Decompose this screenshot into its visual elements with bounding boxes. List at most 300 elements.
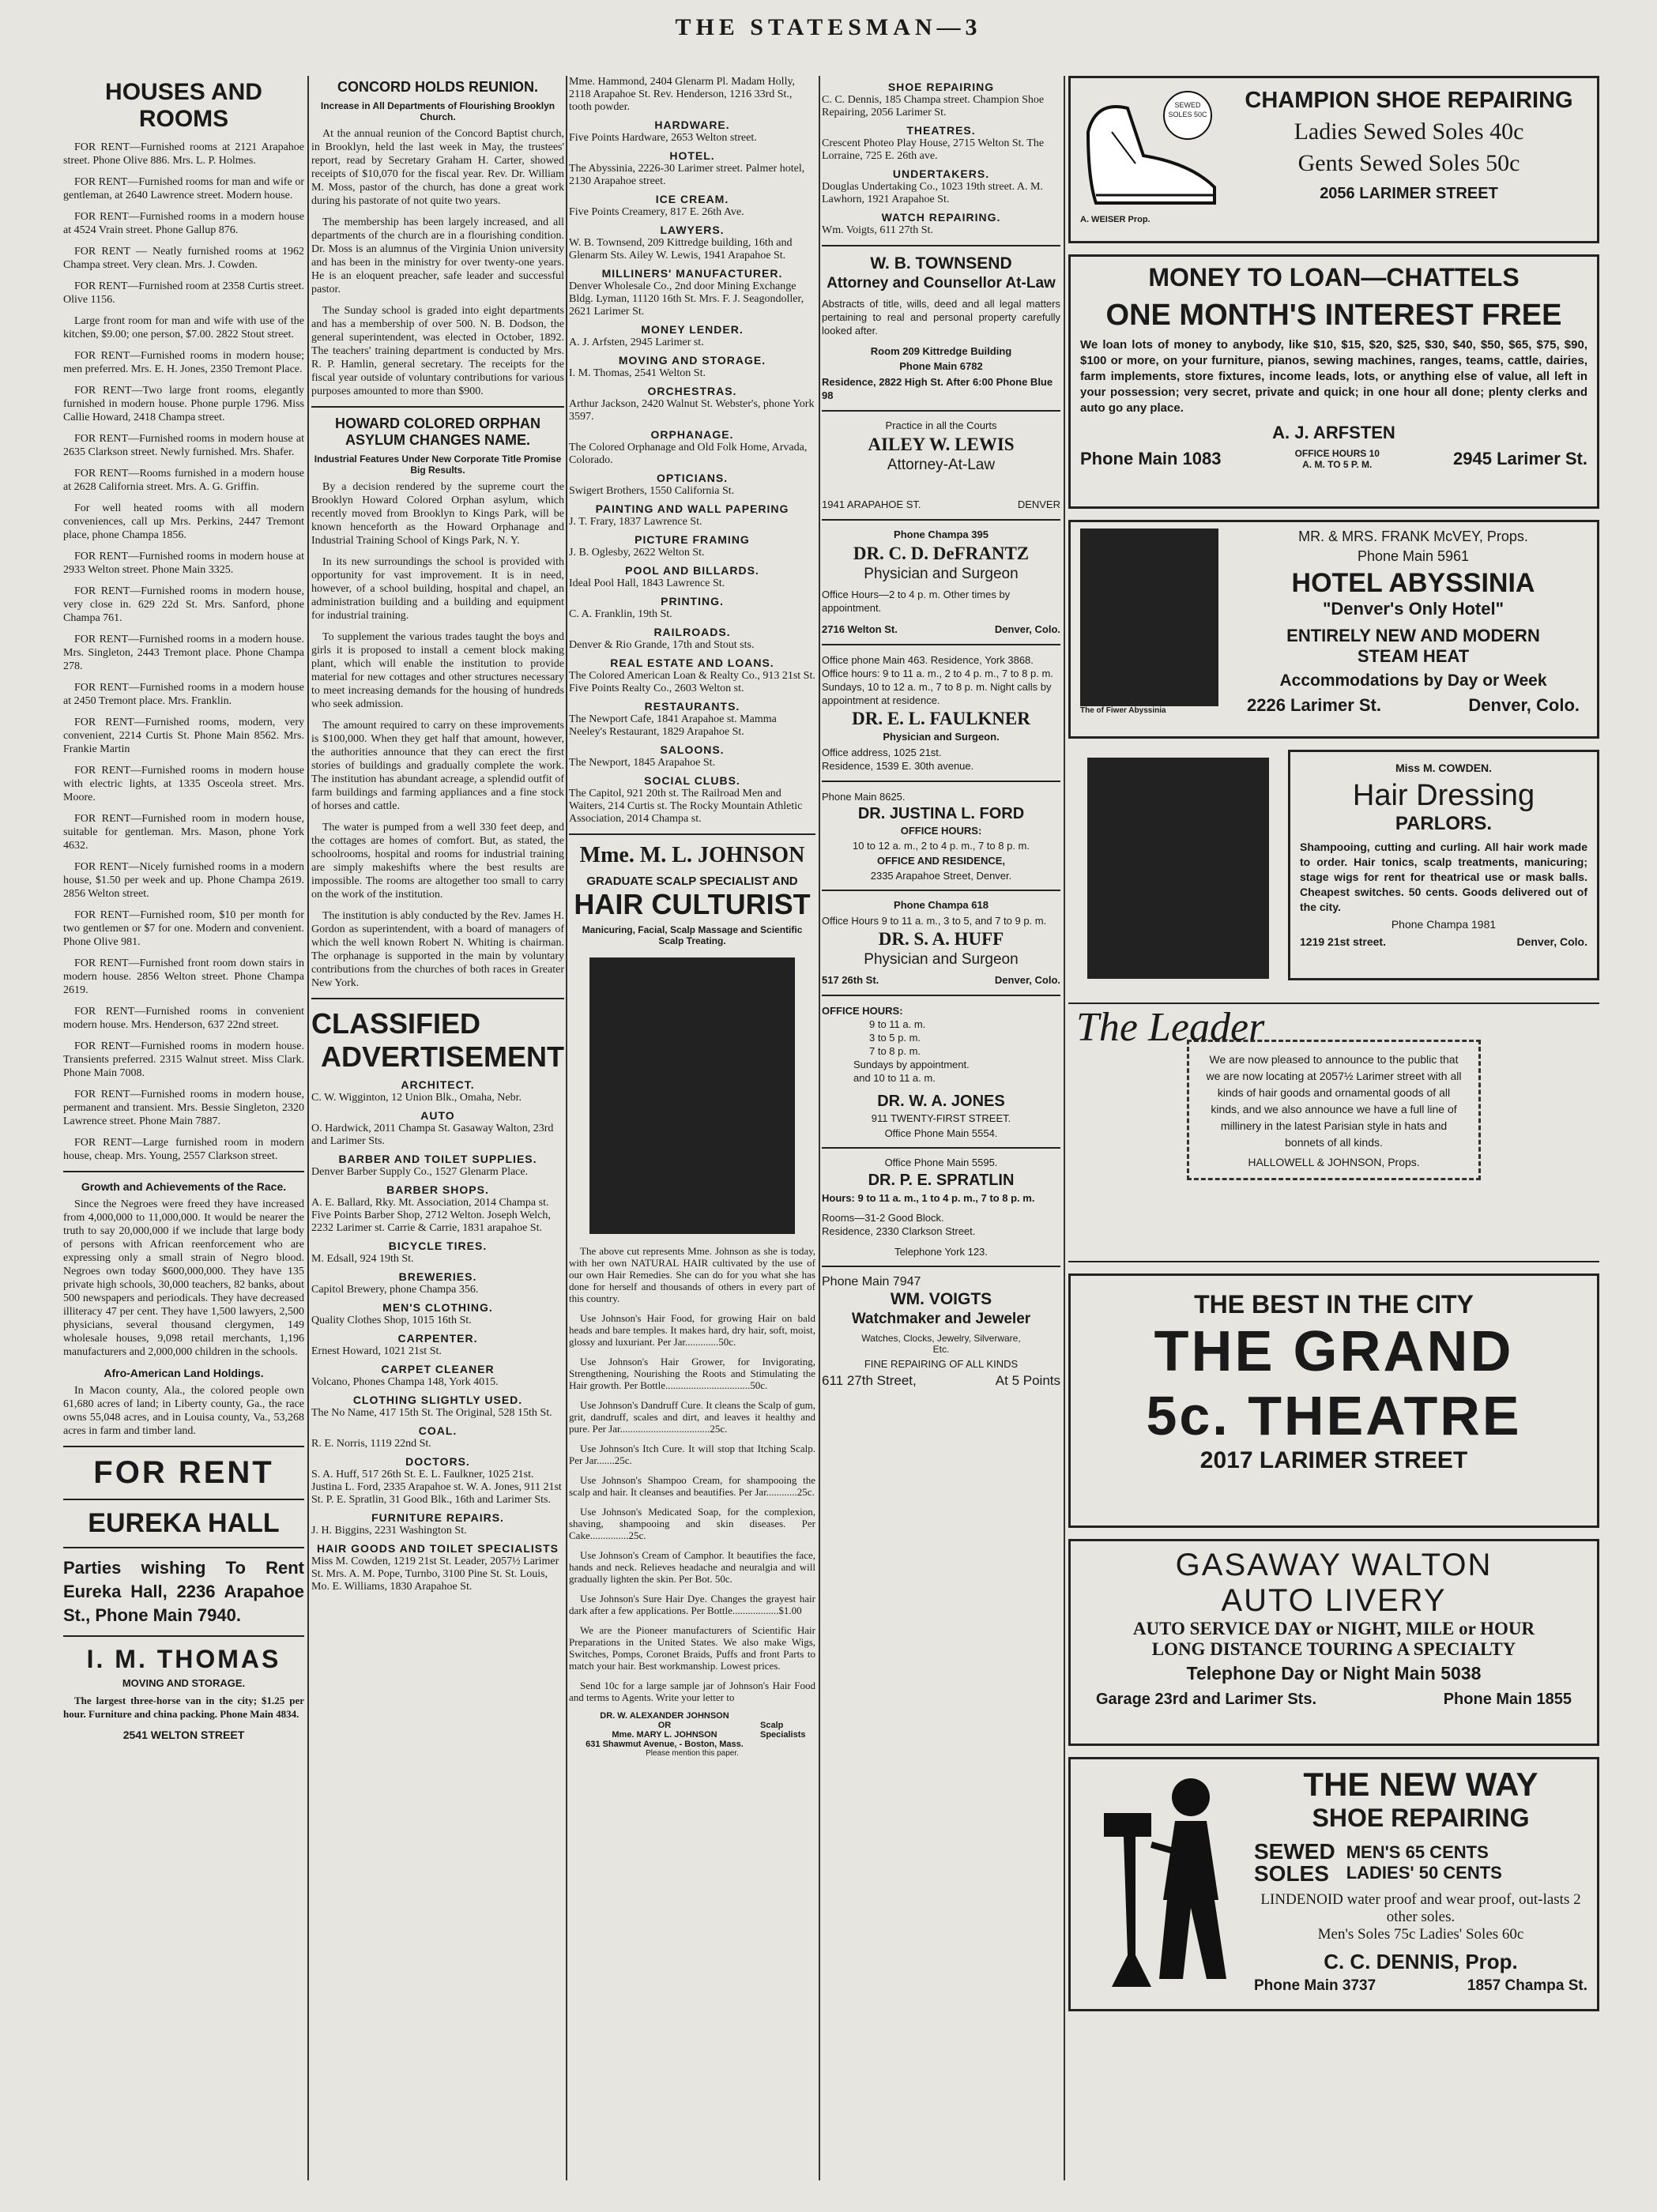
voigts-subtitle: Watches, Clocks, Jewelry, Silverware, Etc. xyxy=(861,1333,1021,1355)
newway-mens-price: MEN'S 65 CENTS xyxy=(1346,1842,1489,1862)
land-heading: Afro-American Land Holdings. xyxy=(104,1367,264,1379)
classified-entry: Denver Barber Supply Co., 1527 Glenarm Place. xyxy=(311,1166,529,1178)
classified-entry: The Newport, 1845 Arapahoe St. xyxy=(569,757,716,769)
huff-title: Physician and Surgeon xyxy=(864,951,1019,968)
newway-soles: SOLES xyxy=(1254,1861,1329,1886)
classified-category-heading: BARBER AND TOILET SUPPLIES. xyxy=(338,1153,537,1165)
johnson-intro: The above cut represents Mme. Johnson as she is today, with her own NATURAL HAIR cultivated by the use of our own Hair Remedies. She can do for you what she has done for herself and thousands of others in every part of this country. xyxy=(569,1245,815,1304)
divider xyxy=(63,1635,304,1637)
sewed-soles-seal: SEWED SOLES 50C xyxy=(1163,91,1212,140)
defrantz-city: Denver, Colo. xyxy=(994,623,1060,635)
rental-ad: FOR RENT—Furnished rooms in modern house. Transients preferred. 2315 Walnut street. Miss Clark. Phone Main 7008. xyxy=(63,1040,304,1079)
spratlin-residence: Residence, 2330 Clarkson Street. xyxy=(822,1225,976,1237)
ford-phone: Phone Main 8625. xyxy=(822,791,906,803)
howard-heading: HOWARD COLORED ORPHAN ASYLUM CHANGES NAME. xyxy=(335,416,540,448)
product-paragraph: Use Johnson's Sure Hair Dye. Changes the grayest hair dark after a few applications. Per Bottle..................$1.00 xyxy=(569,1593,815,1616)
divider xyxy=(63,1171,304,1172)
article-paragraph: The institution is ably conducted by the Rev. James H. Gordon as superintendent, with a board of managers of which the well known Robert N. Whiting is chairman. The orphanage is supported in the main by voluntary contributions from the churches of both races in Greater New York. xyxy=(311,910,564,989)
classified-entry: Arthur Jackson, 2420 Walnut St. Webster's, phone York 3597. xyxy=(569,398,815,423)
walton-service: AUTO SERVICE DAY or NIGHT, MILE or HOUR xyxy=(1132,1619,1535,1638)
grand-name: THE GRAND xyxy=(1154,1320,1514,1383)
johnson-address-1: DR. W. ALEXANDER JOHNSON xyxy=(600,1711,729,1721)
column-display-ads xyxy=(1068,76,1599,2180)
classified-category-heading: SOCIAL CLUBS. xyxy=(644,774,740,787)
classified-entry: Capitol Brewery, phone Champa 356. xyxy=(311,1284,479,1296)
classified-category-heading: WATCH REPAIRING. xyxy=(881,211,1001,224)
newway-soles-prices: Men's Soles 75c Ladies' Soles 60c xyxy=(1317,1926,1524,1943)
voigts-card xyxy=(822,1275,1060,1389)
classified-list xyxy=(822,81,1060,237)
money-title: MONEY TO LOAN—CHATTELS xyxy=(1148,263,1520,292)
classified-entry: O. Hardwick, 2011 Champa St. Gasaway Walton, 23rd and Larimer Sts. xyxy=(311,1123,554,1147)
concord-heading: CONCORD HOLDS REUNION. xyxy=(337,79,538,95)
classified-category-heading: LAWYERS. xyxy=(660,224,725,236)
classified-entry: Crescent Photeo Play House, 2715 Welton St. The Lorraine, 725 E. 26th ave. xyxy=(822,137,1045,162)
hotel-photo-caption: The of Fiwer Abyssinia xyxy=(1080,706,1166,715)
lewis-name: AILEY W. LEWIS xyxy=(868,434,1015,454)
product-paragraph: Use Johnson's Cream of Camphor. It beautifies the face, hands and neck. Relieves headache and neuralgia and will gradually lighten the skin. Per Bot. 50c. xyxy=(569,1549,815,1585)
divider xyxy=(822,1147,1060,1149)
divider xyxy=(63,1499,304,1500)
column-news xyxy=(311,76,564,2180)
money-phone: Phone Main 1083 xyxy=(1080,449,1222,468)
classified-category-heading: ORPHANAGE. xyxy=(650,428,734,441)
huff-card xyxy=(822,899,1060,987)
classified-category-heading: MILLINERS' MANUFACTURER. xyxy=(601,267,783,280)
rental-ad: FOR RENT—Furnished rooms in modern house at 2933 Welton street. Phone Main 3325. xyxy=(63,551,304,576)
classified-category-heading: THEATRES. xyxy=(906,124,976,137)
defrantz-name: DR. C. D. DeFRANTZ xyxy=(853,544,1030,563)
money-hours: OFFICE HOURS 10 A. M. TO 5 P. M. xyxy=(1294,448,1380,470)
classified-category-heading: CLOTHING SLIGHTLY USED. xyxy=(352,1394,523,1406)
hotel-city: Denver, Colo. xyxy=(1468,695,1580,715)
money-loan-ad xyxy=(1068,254,1599,509)
classified-entry: J. T. Frary, 1837 Lawrence St. xyxy=(569,516,702,528)
column-rule xyxy=(1064,76,1065,2180)
jones-sundays-2: and 10 to 11 a. m. xyxy=(853,1072,936,1084)
defrantz-title: Physician and Surgeon xyxy=(864,566,1019,582)
champion-gents: Gents Sewed Soles 50c xyxy=(1297,150,1520,176)
ford-office-heading: OFFICE AND RESIDENCE, xyxy=(876,855,1006,867)
faulkner-name: DR. E. L. FAULKNER xyxy=(852,709,1030,728)
rental-ad: For well heated rooms with all modern conveniences, call up Mrs. Perkins, 2447 Tremont place, phone Champa 1856. xyxy=(63,502,304,541)
faulkner-sundays: Sundays, 10 to 12 a. m., 7 to 8 p. m. Night calls by appointment at residence. xyxy=(822,681,1052,706)
champion-address: 2056 LARIMER STREET xyxy=(1320,185,1498,202)
classified-category-heading: PAINTING AND WALL PAPERING xyxy=(595,502,789,515)
huff-name: DR. S. A. HUFF xyxy=(878,929,1004,949)
classified-entry: C. C. Dennis, 185 Champa street. Champion Shoe Repairing, 2056 Larimer St. xyxy=(822,94,1045,118)
classified-category-heading: RAILROADS. xyxy=(653,626,731,638)
classified-list xyxy=(311,1078,564,1593)
newway-sewed: SEWED xyxy=(1254,1839,1335,1864)
hotel-abyssinia-ad xyxy=(1068,520,1599,739)
newway-address: 1857 Champa St. xyxy=(1467,1977,1587,1994)
classified-entry: The Capitol, 921 20th st. The Railroad Men and Waiters, 214 Curtis st. The Rocky Mountain Athletic Association, 2014 Champa st. xyxy=(569,788,803,825)
column-rule xyxy=(566,76,567,2180)
divider xyxy=(822,890,1060,891)
walton-phone: Phone Main 1855 xyxy=(1443,1691,1572,1708)
grand-address: 2017 LARIMER STREET xyxy=(1199,1447,1468,1473)
classified-entry: Ernest Howard, 1021 21st St. xyxy=(311,1345,442,1357)
classified-category-heading: OPTICIANS. xyxy=(656,472,729,484)
newway-phone: Phone Main 3737 xyxy=(1254,1977,1376,1994)
lewis-address: 1941 ARAPAHOE ST. xyxy=(822,498,921,510)
classified-entry: C. W. Wigginton, 12 Union Blk., Omaha, Nebr. xyxy=(311,1092,522,1104)
divider xyxy=(822,995,1060,996)
hotel-proprietors: MR. & MRS. FRANK McVEY, Props. xyxy=(1298,529,1528,544)
johnson-title-2: HAIR CULTURIST xyxy=(574,888,811,920)
product-paragraph: Use Johnson's Dandruff Cure. It cleans the Scalp of gum, grit, dandruff, scales and dirt, and leaves it healthy and pure. Per Jar...................................25c. xyxy=(569,1399,815,1435)
classified-category-heading: COAL. xyxy=(418,1424,458,1437)
townsend-room: Room 209 Kittredge Building xyxy=(870,345,1012,357)
rental-ad: FOR RENT—Furnished rooms in modern house at 2635 Clarkson street. Newly furnished. Mrs. Shafer. xyxy=(63,433,304,458)
ford-name: DR. JUSTINA L. FORD xyxy=(857,805,1025,822)
spratlin-phone: Office Phone Main 5595. xyxy=(884,1157,998,1168)
classified-category-heading: UNDERTAKERS. xyxy=(892,167,990,180)
classified-category-heading: ARCHITECT. xyxy=(401,1078,475,1091)
classified-entry: Mme. Hammond, 2404 Glenarm Pl. Madam Holly, 2118 Arapahoe St. Rev. Henderson, 1216 33rd St., tooth powder. xyxy=(569,76,796,113)
classified-entry: Ideal Pool Hall, 1843 Lawrence St. xyxy=(569,577,725,589)
article-paragraph: To supplement the various trades taught the boys and girls it is proposed to install a cement block making plant, which will enable the institution to provide material for new cottages and other structures necessary to meet increasing demands for the housing of hundreds who seek admission. xyxy=(311,631,564,710)
concord-article xyxy=(311,127,564,398)
walton-touring: LONG DISTANCE TOURING A SPECIALTY xyxy=(1151,1639,1516,1659)
classified-category-heading: DOCTORS. xyxy=(405,1455,470,1468)
classified-category-heading: HOTEL. xyxy=(669,149,715,162)
classified-category-heading: BICYCLE TIRES. xyxy=(388,1240,488,1252)
divider xyxy=(822,519,1060,521)
thomas-sub: MOVING AND STORAGE. xyxy=(122,1677,246,1689)
faulkner-office: Office address, 1025 21st. xyxy=(822,747,942,758)
classified-entry: S. A. Huff, 517 26th St. E. L. Faulkner, 1025 21st. Justina L. Ford, 2335 Arapahoe st. W. A. Jones, 911 21st St. P. E. Spratlin, 31 Good Blk., 16th and Larimer Sts. xyxy=(311,1469,562,1506)
classified-category-heading: PRINTING. xyxy=(661,595,724,608)
column-houses-and-rooms xyxy=(63,76,304,2180)
cowden-hair-ad xyxy=(1288,750,1599,980)
rental-ad: FOR RENT—Furnished room at 2358 Curtis street. Olive 1156. xyxy=(63,280,304,306)
johnson-mention: Please mention this paper. xyxy=(646,1749,739,1758)
lewis-card xyxy=(822,419,1060,511)
column-classified-and-johnson xyxy=(569,76,815,2180)
rental-ads-list xyxy=(63,141,304,1163)
article-paragraph: The amount required to carry on these improvements is $100,000. When they get half that amount, however, the authorities announce that they can erect the first stories of buildings and gradually complete the work. The institution has abundant acreage, a splendid outfit of farm buildings and farming appliances and a fine stock of horses and cattle. xyxy=(311,720,564,812)
hotel-steam-heat: ENTIRELY NEW AND MODERN STEAM HEAT xyxy=(1286,626,1540,666)
jones-sundays: Sundays by appointment. xyxy=(853,1059,970,1070)
divider xyxy=(822,1266,1060,1267)
spratlin-telephone: Telephone York 123. xyxy=(894,1246,988,1258)
johnson-title-1: GRADUATE SCALP SPECIALIST AND xyxy=(586,875,798,888)
classified-category-heading: ORCHESTRAS. xyxy=(647,385,737,397)
eureka-hall-name: EUREKA HALL xyxy=(88,1508,280,1538)
classified-entry: Miss M. Cowden, 1219 21st St. Leader, 2057½ Larimer St. Mrs. A. M. Pope, Turnbo, 3100 Pine St. St. Louis, Mo. E. Williams, 1830 Arapahoe St. xyxy=(311,1556,559,1593)
champion-title: CHAMPION SHOE REPAIRING xyxy=(1245,88,1573,113)
rental-ad: FOR RENT—Furnished rooms in modern house, very close in. 629 22d St. Mrs. Sanford, phone Champa 761. xyxy=(63,585,304,624)
ford-address: 2335 Arapahoe Street, Denver. xyxy=(870,870,1012,882)
johnson-scalp-specialists: Scalp Specialists xyxy=(760,1721,806,1740)
classified-entry: Denver Wholesale Co., 2nd door Mining Exchange Bldg. Lyman, 11120 16th St. Mrs. F. J. Seagondoller, 2621 Larimer St. xyxy=(569,280,804,318)
voigts-location: At 5 Points xyxy=(995,1373,1060,1388)
classified-list xyxy=(569,118,815,826)
lewis-title: Attorney-At-Law xyxy=(887,457,996,473)
johnson-name: Mme. M. L. JOHNSON xyxy=(579,843,805,867)
classified-entry: The Colored American Loan & Realty Co., 913 21st St. Five Points Realty Co., 2603 Welton st. xyxy=(569,670,815,694)
houses-and-rooms-heading: HOUSES AND ROOMS xyxy=(105,79,262,132)
thomas-address: 2541 WELTON STREET xyxy=(122,1729,245,1741)
column-rule xyxy=(819,76,820,2180)
rental-ad: FOR RENT—Furnished front room down stairs in modern house. 2856 Welton street. Phone Champa 2619. xyxy=(63,957,304,996)
ford-card xyxy=(822,790,1060,882)
faulkner-title: Physician and Surgeon. xyxy=(883,731,1000,743)
faulkner-card xyxy=(822,653,1060,773)
classified-entry: M. Edsall, 924 19th St. xyxy=(311,1253,414,1265)
jones-phone: Office Phone Main 5554. xyxy=(884,1127,998,1139)
rental-ad: FOR RENT—Furnished rooms in a modern house at 2450 Tremont place. Mrs. Franklin. xyxy=(63,682,304,707)
walton-telephone: Telephone Day or Night Main 5038 xyxy=(1186,1663,1482,1683)
walton-name: GASAWAY WALTON xyxy=(1175,1548,1493,1582)
article-paragraph: The Sunday school is graded into eight departments and has a membership of over 500. N. B. Dodson, the general superintendent, was elected in October, 1892. The teachers' training department is conducted by Mrs. R. P. Hamlin, general secretary. The receipts for the fiscal year outside of voluntary contributions for various purposes amounted to more than $900. xyxy=(311,305,564,397)
leader-title: The Leader xyxy=(1076,1005,1265,1050)
divider xyxy=(311,406,564,408)
lewis-city: DENVER xyxy=(1017,498,1060,510)
ford-hours-heading: OFFICE HOURS: xyxy=(900,825,982,837)
divider xyxy=(822,410,1060,412)
classified-category-heading: MOVING AND STORAGE. xyxy=(618,354,766,367)
classified-category-heading: MONEY LENDER. xyxy=(641,323,744,336)
classified-entry: Wm. Voigts, 611 27th St. xyxy=(822,224,933,236)
product-paragraph: Use Johnson's Itch Cure. It will stop that Itching Scalp. Per Jar.......25c. xyxy=(569,1443,815,1466)
classified-category-heading: PICTURE FRAMING xyxy=(635,533,750,546)
classified-entry: Denver & Rio Grande, 17th and Stout sts. xyxy=(569,639,755,651)
classified-entry: The Newport Cafe, 1841 Arapahoe st. Mamma Neeley's Restaurant, 1829 Arapahoe St. xyxy=(569,713,777,738)
grand-theatre: 5c. THEATRE xyxy=(1146,1385,1522,1446)
spratlin-rooms: Rooms—31-2 Good Block. xyxy=(822,1212,944,1224)
townsend-phone: Phone Main 6782 xyxy=(899,360,983,372)
johnson-portrait xyxy=(589,957,795,1234)
howard-subheading: Industrial Features Under New Corporate Title Promise Big Results. xyxy=(314,453,562,476)
column-professional-cards xyxy=(822,76,1060,2180)
defrantz-phone: Phone Champa 395 xyxy=(894,529,989,540)
growth-heading: Growth and Achievements of the Race. xyxy=(81,1180,287,1193)
hotel-address: 2226 Larimer St. xyxy=(1247,695,1381,715)
voigts-name: WM. VOIGTS xyxy=(890,1290,992,1308)
cowden-photo xyxy=(1087,758,1269,979)
champion-proprietor: A. WEISER Prop. xyxy=(1080,215,1150,224)
newway-ladies-price: LADIES' 50 CENTS xyxy=(1346,1863,1502,1883)
eureka-hall-text: Parties wishing To Rent Eureka Hall, 2236 Arapahoe St., Phone Main 7940. xyxy=(63,1558,304,1625)
money-address: 2945 Larimer St. xyxy=(1453,449,1587,468)
huff-hours: Office Hours 9 to 11 a. m., 3 to 5, and 7 to 9 p. m. xyxy=(822,915,1047,927)
hotel-accommodations: Accommodations by Day or Week xyxy=(1279,672,1547,690)
thomas-text: The largest three-horse van in the city; $1.25 per hour. Furniture and china packing. Phone Main 4834. xyxy=(63,1695,304,1720)
newway-lindenoid: LINDENOID water proof and wear proof, out-lasts 2 other soles. xyxy=(1260,1891,1581,1925)
rental-ad: FOR RENT—Furnished rooms at 2121 Arapahoe street. Phone Olive 886. Mrs. L. P. Holmes. xyxy=(63,141,304,167)
hotel-name: HOTEL ABYSSINIA xyxy=(1291,568,1535,598)
townsend-card xyxy=(822,254,1060,402)
newway-proprietor: C. C. DENNIS, Prop. xyxy=(1324,1950,1518,1973)
product-paragraph: Send 10c for a large sample jar of Johnson's Hair Food and terms to Agents. Write your letter to xyxy=(569,1680,815,1703)
cowden-city: Denver, Colo. xyxy=(1516,935,1587,948)
money-name: A. J. ARFSTEN xyxy=(1272,423,1395,442)
article-paragraph: At the annual reunion of the Concord Baptist church, in Brooklyn, held the last week in May, the trustees' report, read by Secretary Graham H. Carter, showed receipts of $10,070 for the fiscal year. Rev. Dr. William M. Moss, pastor of the church, has done a great work during his pastorate of not quite two years. xyxy=(311,128,564,207)
rental-ad: FOR RENT—Furnished room in modern house, suitable for gentleman. Mrs. Mason, phone York 4632. xyxy=(63,813,304,852)
leader-box xyxy=(1187,1040,1481,1180)
ford-hours: 10 to 12 a. m., 2 to 4 p. m., 7 to 8 p. m. xyxy=(852,840,1030,852)
defrantz-card xyxy=(822,529,1060,636)
classified-entry: R. E. Norris, 1119 22nd St. xyxy=(311,1438,431,1450)
cowden-ad-row xyxy=(1068,750,1599,987)
rental-ad: FOR RENT—Furnished rooms in modern house with electric lights, at 1335 Osceola street. Mrs. Moore. xyxy=(63,765,304,803)
jones-hours-1: 9 to 11 a. m. xyxy=(869,1018,926,1030)
classified-category-heading: MEN'S CLOTHING. xyxy=(382,1301,493,1314)
classified-entry: C. A. Franklin, 19th St. xyxy=(569,608,672,620)
rental-ad: FOR RENT—Furnished rooms in a modern house. Mrs. Singleton, 2443 Tremont place. Phone Champa 278. xyxy=(63,634,304,672)
hotel-photo xyxy=(1080,529,1218,706)
rental-ad: FOR RENT—Nicely furnished rooms in a modern house, $1.50 per week and up. Phone Champa 2619. 2856 Welton street. xyxy=(63,861,304,900)
product-paragraph: Use Johnson's Shampoo Cream, for shampooing the scalp and hair. It cleanses and beautifies. Per Jar............25c. xyxy=(569,1474,815,1498)
article-paragraph: By a decision rendered by the supreme court the Brooklyn Howard Colored Orphan asylum, which recently moved from Brooklyn to Kings Park, will be known henceforth as the Howard Orphanage and Industrial Training School of Kings Park, N. Y. xyxy=(311,481,564,547)
spratlin-name: DR. P. E. SPRATLIN xyxy=(868,1172,1015,1189)
spratlin-hours: Hours: 9 to 11 a. m., 1 to 4 p. m., 7 to 8 p. m. xyxy=(822,1192,1035,1204)
jones-hours-2: 3 to 5 p. m. xyxy=(869,1032,921,1044)
townsend-residence: Residence, 2822 High St. After 6:00 Phone Blue 98 xyxy=(822,376,1053,401)
classified-category-heading: POOL AND BILLARDS. xyxy=(625,564,759,577)
rental-ad: FOR RENT—Furnished room, $10 per month for two gentlemen or $7 for one. Modern and convenient. Phone Olive 981. xyxy=(63,909,304,948)
divider xyxy=(822,781,1060,782)
divider xyxy=(822,245,1060,246)
defrantz-hours: Office Hours—2 to 4 p. m. Other times by appointment. xyxy=(822,589,1011,614)
rental-ad: Large front room for man and wife with use of the kitchen, $9.00; one person, $7.00. 2822 Stout street. xyxy=(63,315,304,340)
newway-subtitle: SHOE REPAIRING xyxy=(1312,1804,1530,1832)
voigts-title: Watchmaker and Jeweler xyxy=(851,1311,1031,1327)
huff-city: Denver, Colo. xyxy=(994,974,1060,986)
classified-title: CLASSIFIED xyxy=(311,1007,481,1040)
grand-theatre-ad xyxy=(1068,1273,1599,1528)
cobbler-icon xyxy=(1080,1766,1238,1995)
concord-subheading: Increase in All Departments of Flourishing Brooklyn Church. xyxy=(320,100,555,122)
product-paragraph: Use Johnson's Hair Grower, for Invigorating, Strengthening, Nourishing the Roots and Stimulating the Hair growth. Per Bottle.................................50c. xyxy=(569,1356,815,1391)
rental-ad: FOR RENT — Neatly furnished rooms at 1962 Champa street. Very clean. Mrs. J. Cowden. xyxy=(63,246,304,271)
voigts-phone: Phone Main 7947 xyxy=(822,1275,921,1288)
johnson-subtitle: Manicuring, Facial, Scalp Massage and Scientific Scalp Treating. xyxy=(582,924,803,946)
howard-article xyxy=(311,480,564,990)
growth-text: Since the Negroes were freed they have increased from 4,000,000 to 11,000,000. It would be nearer the truth to say 20,000,000 if we include that large body of persons with African reenforcement who are expressing only a small strain of Negro blood. Negroes own today $600,000,000. They have 135 private high schools, 30,000 teachers, 82 banks, about 500 newspapers and periodicals. They have decreased illiteracy 47 per cent. They have 1,500 lawyers, 2,500 physicians, several thousand clergymen, 149 wholesale houses, 9,098 retail merchants, 1,196 manufacturers and 2,000,000 children in the schools. xyxy=(63,1198,304,1358)
classified-category-heading: AUTO xyxy=(420,1109,455,1122)
faulkner-hours: Office hours: 9 to 11 a. m., 2 to 4 p. m., 7 to 8 p. m. xyxy=(822,668,1053,679)
classified-category-heading: SALOONS. xyxy=(660,743,725,756)
classified-entry: J. H. Biggins, 2231 Washington St. xyxy=(311,1525,467,1537)
classified-entry: I. M. Thomas, 2541 Welton St. xyxy=(569,367,706,379)
rental-ad: FOR RENT—Furnished rooms for man and wife or gentleman, at 2640 Lawrence street. Modern house. xyxy=(63,176,304,201)
cowden-subtitle: PARLORS. xyxy=(1395,813,1493,834)
divider xyxy=(63,1547,304,1548)
spratlin-card xyxy=(822,1157,1060,1258)
faulkner-phone: Office phone Main 463. Residence, York 3868. xyxy=(822,654,1034,666)
townsend-title: Attorney and Counsellor At-Law xyxy=(827,275,1056,292)
rental-ad: FOR RENT—Large furnished room in modern house, cheap. Mrs. Young, 2557 Clarkson street. xyxy=(63,1137,304,1162)
hotel-phone: Phone Main 5961 xyxy=(1357,548,1470,564)
jones-hours-heading: OFFICE HOURS: xyxy=(822,1005,903,1017)
land-text: In Macon county, Ala., the colored people own 61,680 acres of land; in Liberty county, Ga., the race owns 55,048 acres, and in Louisa county, Va., 53,268 acres in farm and timber land. xyxy=(63,1385,304,1437)
classified-entry: Quality Clothes Shop, 1015 16th St. xyxy=(311,1315,472,1326)
rental-ad: FOR RENT—Furnished rooms, modern, very convenient, 2214 Curtis St. Phone Main 8562. Mrs. Frankie Martin xyxy=(63,717,304,755)
johnson-products xyxy=(569,1312,815,1703)
divider xyxy=(569,833,815,835)
classified-entry: W. B. Townsend, 209 Kittredge building, 16th and Glenarm Sts. Ailey W. Lewis, 1941 Arapahoe St. xyxy=(569,237,793,261)
classified-title-2: ADVERTISEMENT xyxy=(320,1040,564,1073)
classified-entry: Five Points Creamery, 817 E. 26th Ave. xyxy=(569,206,744,218)
townsend-name: W. B. TOWNSEND xyxy=(870,254,1012,273)
divider xyxy=(311,998,564,999)
leader-text: We are now pleased to announce to the public that we are now locating at 2057½ Larimer street with all kinds of hair goods and ornamental goods of all kinds, and we also announce we have a full line of millinery in the latest Parisian style in hats and bonnets of all kinds. xyxy=(1206,1053,1462,1149)
walton-livery-ad xyxy=(1068,1539,1599,1746)
classified-entry: A. E. Ballard, Rky. Mt. Association, 2014 Champa st. Five Points Barber Shop, 2712 Welton. Joseph Welch, 2232 Larimer st. Carrie & Carrie, 1831 arapahoe St. xyxy=(311,1197,551,1234)
classified-category-heading: SHOE REPAIRING xyxy=(887,81,995,93)
rental-ad: FOR RENT—Rooms furnished in a modern house at 2628 California street. Mrs. A. G. Griffin. xyxy=(63,468,304,493)
cowden-address: 1219 21st street. xyxy=(1300,935,1386,948)
classified-entry: Volcano, Phones Champa 148, York 4015. xyxy=(311,1376,499,1388)
cowden-name: Miss M. COWDEN. xyxy=(1395,762,1493,774)
rental-ad: FOR RENT—Two large front rooms, elegantly furnished in modern house. Phone purple 1796. Miss Callie Howard, 2418 Champa street. xyxy=(63,385,304,423)
jones-card xyxy=(822,1004,1060,1139)
classified-category-heading: RESTAURANTS. xyxy=(644,700,740,713)
classified-entry: The Colored Orphanage and Old Folk Home, Arvada, Colorado. xyxy=(569,442,808,466)
article-paragraph: The membership has been largely increased, and all departments of the church are in a flourishing condition. Dr. Moss is an alumnus of the Virginia Union university and has been in the ministry for over twenty-one years. He is an eloquent preacher, safe leader and successful pastor. xyxy=(311,216,564,295)
divider xyxy=(822,644,1060,645)
townsend-text: Abstracts of title, wills, deed and all legal matters pertaining to real and personal property carefully looked after. xyxy=(822,298,1060,337)
jones-name: DR. W. A. JONES xyxy=(877,1093,1005,1110)
classified-entry: Douglas Undertaking Co., 1023 19th street. A. M. Lawhorn, 1921 Arapahoe St. xyxy=(822,181,1043,205)
new-way-shoe-ad xyxy=(1068,1757,1599,2011)
money-subtitle: ONE MONTH'S INTEREST FREE xyxy=(1105,299,1562,332)
johnson-address-or: OR xyxy=(657,1721,672,1730)
masthead: THE STATESMAN—3 xyxy=(675,14,982,40)
leader-ad xyxy=(1068,1003,1599,1262)
classified-entry: A. J. Arfsten, 2945 Larimer st. xyxy=(569,337,704,348)
classified-entry: J. B. Oglesby, 2622 Welton St. xyxy=(569,547,705,559)
classified-entry: The No Name, 417 15th St. The Original, 528 15th St. xyxy=(311,1407,552,1419)
johnson-address-2: Mme. MARY L. JOHNSON xyxy=(612,1730,717,1740)
cowden-title: Hair Dressing xyxy=(1352,779,1535,812)
rental-ad: FOR RENT—Furnished rooms in modern house; men preferred. Mrs. E. H. Jones, 2350 Tremont Place. xyxy=(63,350,304,375)
hotel-slogan: "Denver's Only Hotel" xyxy=(1322,599,1504,619)
voigts-repair: FINE REPAIRING OF ALL KINDS xyxy=(864,1358,1019,1370)
huff-address: 517 26th St. xyxy=(822,974,879,986)
product-paragraph: Use Johnson's Medicated Soap, for the complexion, shaving, shampooing and skin diseases. Per Cake...............25c. xyxy=(569,1506,815,1541)
divider xyxy=(63,1446,304,1447)
newway-title: THE NEW WAY xyxy=(1303,1766,1538,1803)
product-paragraph: Use Johnson's Hair Food, for growing Hair on bald heads and bare temples. It makes hard, dry hair, soft, moist, glossy and luxuriant. Per Jar.............50c. xyxy=(569,1312,815,1348)
classified-entry: The Abyssinia, 2226-30 Larimer street. Palmer hotel, 2130 Arapahoe street. xyxy=(569,163,805,187)
classified-category-heading: FURNITURE REPAIRS. xyxy=(371,1511,504,1524)
thomas-name: I. M. THOMAS xyxy=(86,1645,281,1673)
jones-address: 911 TWENTY-FIRST STREET. xyxy=(871,1112,1011,1124)
money-text: We loan lots of money to anybody, like $10, $15, $20, $25, $30, $40, $50, $65, $75, $90, $100 or more, on your furniture, pianos, sewing machines, ranges, teams, cattle, dairies, farm implements, store fixtures, income leads, lots, or anything else of value, all left in your possession; very secret, private and quick; in one hour all done; plenty clerks and auto go any place. xyxy=(1080,338,1587,415)
walton-livery: AUTO LIVERY xyxy=(1221,1583,1447,1618)
leader-proprietors: HALLOWELL & JOHNSON, Props. xyxy=(1248,1156,1420,1168)
classified-category-heading: BARBER SHOPS. xyxy=(386,1183,489,1196)
rental-ad: FOR RENT—Furnished rooms in a modern house at 4524 Vrain street. Phone Gallup 876. xyxy=(63,211,304,236)
faulkner-residence: Residence, 1539 E. 30th avenue. xyxy=(822,760,974,772)
classified-category-heading: CARPENTER. xyxy=(397,1332,478,1345)
champion-ladies: Ladies Sewed Soles 40c xyxy=(1294,118,1524,145)
champion-shoe-ad xyxy=(1068,76,1599,243)
classified-category-heading: BREWERIES. xyxy=(398,1270,477,1283)
lewis-practice: Practice in all the Courts xyxy=(885,419,997,431)
column-rule xyxy=(307,76,309,2180)
article-paragraph: The water is pumped from a well 330 feet deep, and the cottages are homes of comfort. But, as stated, the schoolrooms, hospital and rooms for industrial training are simply makeshifts where the best results are impossible. The rooms are altogether too small to carry on the work of the institution. xyxy=(311,822,564,901)
for-rent-title: FOR RENT xyxy=(93,1455,274,1490)
classified-entry: Five Points Hardware, 2653 Welton street. xyxy=(569,132,757,144)
product-paragraph: We are the Pioneer manufacturers of Scientific Hair Preparations in the United States. We also make Wigs, Switches, Pomps, Coronet Braids, Puffs and front Parts to match your hair. Best workmanship. Lowest prices. xyxy=(569,1624,815,1672)
defrantz-address: 2716 Welton St. xyxy=(822,623,898,635)
